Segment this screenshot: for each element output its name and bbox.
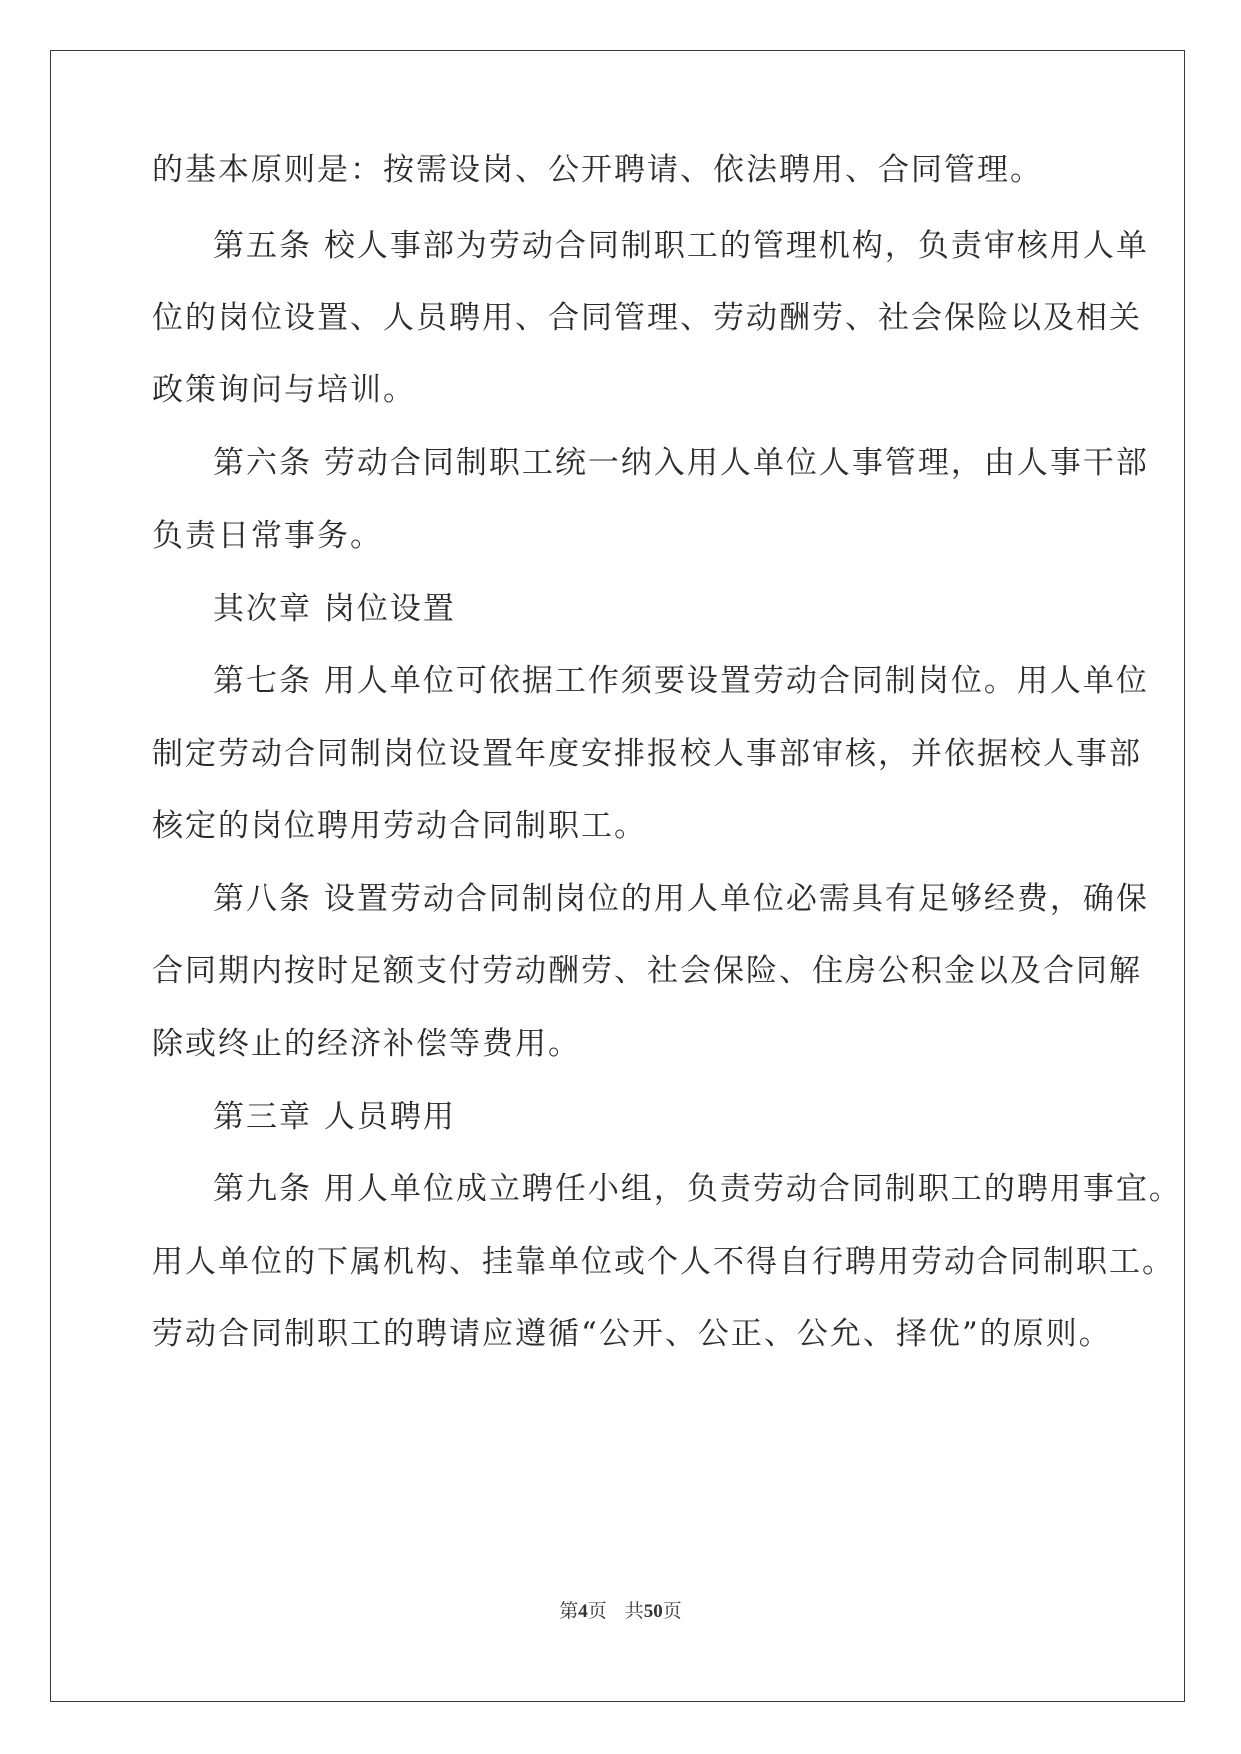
footer-total-unit: 页 — [662, 1601, 682, 1622]
paragraph-line: 第七条 用人单位可依据工作须要设置劳动合同制岗位。用人单位 — [213, 663, 1149, 699]
paragraph-line: 除或终止的经济补偿等费用。 — [152, 1026, 581, 1062]
footer-page-prefix: 第 — [559, 1601, 579, 1622]
paragraph-line: 用人单位的下属机构、挂靠单位或个人不得自行聘用劳动合同制职工。 — [152, 1244, 1175, 1280]
paragraph-line: 政策询问与培训。 — [152, 372, 416, 408]
paragraph-line: 第八条 设置劳动合同制岗位的用人单位必需具有足够经费，确保 — [213, 881, 1149, 917]
page-footer — [0, 1600, 1241, 1624]
chapter-heading: 第三章 人员聘用 — [213, 1099, 456, 1135]
paragraph-line: 位的岗位设置、人员聘用、合同管理、劳动酬劳、社会保险以及相关 — [152, 300, 1142, 336]
chapter-heading: 其次章 岗位设置 — [213, 591, 456, 627]
footer-page-number: 4 — [578, 1601, 588, 1622]
paragraph-line: 制定劳动合同制岗位设置年度安排报校人事部审核，并依据校人事部 — [152, 736, 1142, 772]
footer-total-prefix: 共 — [624, 1601, 644, 1622]
footer-total-number: 50 — [643, 1601, 663, 1622]
paragraph-line: 的基本原则是：按需设岗、公开聘请、依法聘用、合同管理。 — [152, 152, 1043, 188]
paragraph-line: 第六条 劳动合同制职工统一纳入用人单位人事管理，由人事干部 — [213, 445, 1149, 481]
paragraph-line: 负责日常事务。 — [152, 518, 383, 554]
paragraph-line: 合同期内按时足额支付劳动酬劳、社会保险、住房公积金以及合同解 — [152, 953, 1142, 989]
paragraph-line: 劳动合同制职工的聘请应遵循“公开、公正、公允、择优”的原则。 — [152, 1316, 1112, 1352]
paragraph-line: 第九条 用人单位成立聘任小组，负责劳动合同制职工的聘用事宜。 — [213, 1171, 1182, 1207]
paragraph-line: 第五条 校人事部为劳动合同制职工的管理机构，负责审核用人单 — [213, 228, 1149, 264]
footer-page-unit: 页 — [587, 1601, 607, 1622]
paragraph-line: 核定的岗位聘用劳动合同制职工。 — [152, 808, 647, 844]
